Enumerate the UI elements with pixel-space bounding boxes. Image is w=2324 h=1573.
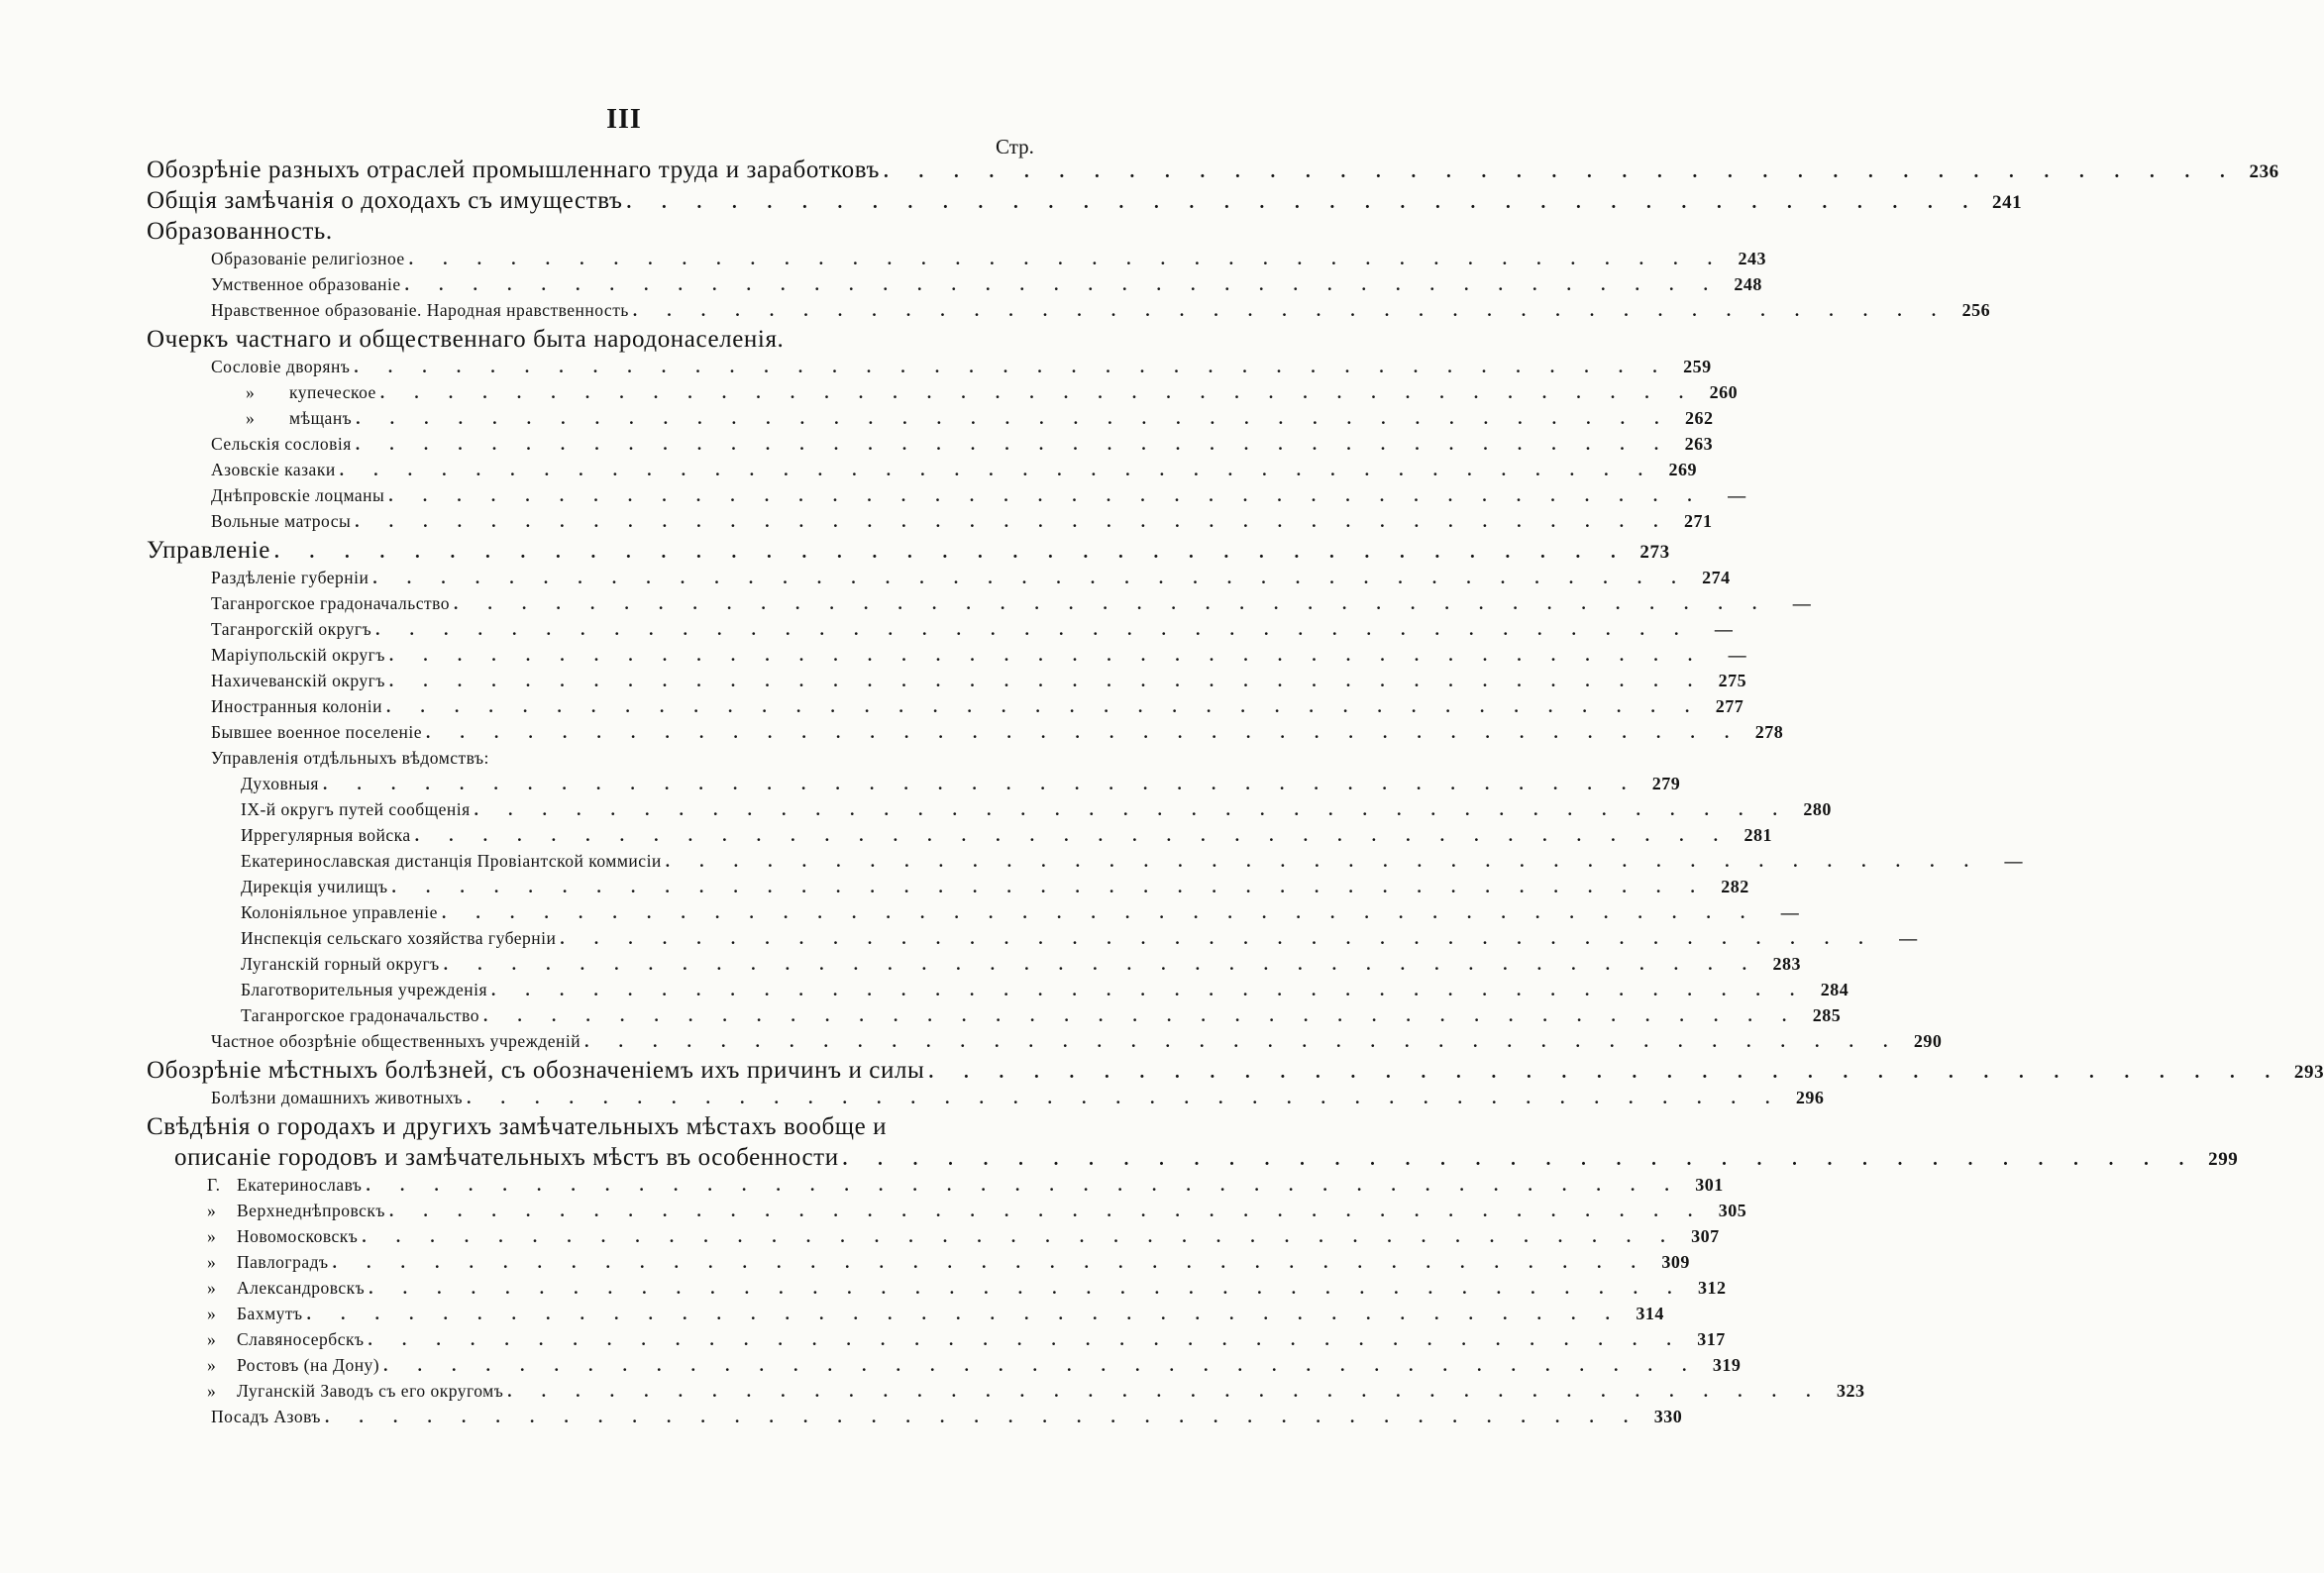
entry-text: Свѣдѣнія о городахъ и другихъ замѣчательныхъ мѣстахъ вообще и xyxy=(147,1113,888,1140)
entry-text: Болѣзни домашнихъ животныхъ xyxy=(211,1088,464,1107)
dot-leader: . . . . . . . . . . . . . . . . . . . . . . . . . . . . . . . . . . . . . . . xyxy=(332,1253,1648,1272)
entry-text: Посадъ Азовъ xyxy=(211,1407,321,1426)
toc-entry xyxy=(0,1381,1865,1407)
entry-text: Луганскій горный округъ xyxy=(241,954,440,974)
toc-entry-title xyxy=(147,537,274,565)
dot-leader: . . . . . . . . . . . . . . . . . . . . . . . . . . . . . . . . . . . . . . . xyxy=(354,358,1670,376)
dot-leader: . . . . . . . . . . . . . . . . . . . . . . . . . . . . . . . . . . . . . . . xyxy=(441,903,1758,922)
entry-text: Бывшее военное поселеніе xyxy=(211,722,422,742)
toc-entry xyxy=(0,1304,1664,1329)
entry-prefix: » xyxy=(207,1252,217,1272)
dot-leader: . . . . . . . . . . . . . . . . . . . . . . . . . . . . . . . . . . . . . . . xyxy=(467,1089,1783,1107)
page-ref: 280 xyxy=(1803,799,1832,819)
toc-entry-title xyxy=(211,1088,467,1108)
toc-entry-title xyxy=(207,1304,307,1324)
toc-entry-title xyxy=(147,218,337,246)
toc-entry-title xyxy=(211,645,389,666)
toc-entry xyxy=(0,1329,1726,1355)
page-ref: 319 xyxy=(1712,1355,1742,1375)
toc-entry-title xyxy=(147,187,627,215)
page-column-label: Стр. xyxy=(996,135,1034,158)
toc-entry-title xyxy=(241,902,442,923)
page-ref: 305 xyxy=(1718,1201,1747,1220)
entry-text: Образованіе религіозное xyxy=(211,249,405,268)
dot-leader: . . . . . . . . . . . . . . . . . . . . . . . . . . . . . . . . . . . . . . . xyxy=(391,878,1708,896)
entry-text: Новомосковскъ xyxy=(237,1226,359,1246)
page-ref: 241 xyxy=(1991,192,2023,213)
dot-leader: . . . . . . . . . . . . . . . . . . . . . . . . . . . . . . . . . . . . . . . xyxy=(356,409,1672,428)
dot-leader: . . . . . . . . . . . . . . . . . . . . . . . . . . . . . . . . . . . . . . . xyxy=(425,723,1743,742)
entry-prefix: » xyxy=(207,1201,217,1220)
entry-text: Общія замѣчанія о доходахъ съ имуществъ xyxy=(147,187,623,214)
toc-entry xyxy=(0,249,1766,274)
toc-entry xyxy=(0,1355,1742,1381)
toc-entry-title xyxy=(207,1329,369,1350)
entry-text: Нахичеванскій округъ xyxy=(211,671,385,690)
dot-leader: . . . . . . . . . . . . . . . . . . . . . . . . . . . . . . . . . . . . . . . xyxy=(368,1330,1684,1349)
page-ref: 290 xyxy=(1913,1031,1943,1051)
page-ref: 274 xyxy=(1702,568,1731,587)
toc-entry-title xyxy=(241,980,491,1000)
toc-entry-title xyxy=(211,671,389,691)
page-ref: 262 xyxy=(1684,408,1714,428)
entry-text: Обозрѣніе разныхъ отраслей промышленнаго труда и заработковъ xyxy=(147,157,881,183)
entry-text: Иррегулярныя войска xyxy=(241,825,411,845)
dot-leader: . . . . . . . . . . . . . . . . . . . . . . . . . . . . . . . . . . . . . . . xyxy=(404,275,1721,294)
dot-leader: . . . . . . . . . . . . . . . . . . . . . . . . . . . . . . . . . . . . . . . xyxy=(369,1279,1685,1298)
dot-leader: . . . . . . . . . . . . . . . . . . . . . . . . . . . . . . . . . . . . . . . xyxy=(584,1032,1901,1051)
toc-entry xyxy=(0,568,1731,593)
entry-text: Образованность. xyxy=(147,218,333,245)
page-ref: — xyxy=(2004,851,2024,871)
dot-leader: . . . . . . . . . . . . . . . . . . . . . . . . . . . . . . . . . . . . . . . xyxy=(842,1149,2197,1170)
page-number: III xyxy=(606,104,642,135)
toc-entry xyxy=(0,748,1152,774)
page-ref: 312 xyxy=(1697,1278,1727,1298)
toc-entry xyxy=(0,851,2024,877)
toc-entry-title xyxy=(211,748,493,769)
dot-leader: . . . . . . . . . . . . . . . . . . . . . . . . . . . . . . . . . . . . . . . xyxy=(491,981,1808,999)
dot-leader: . . . . . . . . . . . . . . . . . . . . . . . . . . . . . . . . . . . . . . . xyxy=(388,672,1706,690)
dot-leader: . . . . . . . . . . . . . . . . . . . . . . . . . . . . . . . . . . . . . . . xyxy=(483,1006,1800,1025)
entry-prefix: » xyxy=(207,1355,217,1375)
toc-entry-title xyxy=(211,300,633,321)
entry-text: купеческое xyxy=(289,382,376,402)
ditto-mark: » xyxy=(246,382,256,402)
entry-text: Бахмутъ xyxy=(237,1304,303,1323)
dot-leader: . . . . . . . . . . . . . . . . . . . . . . . . . . . . . . . . . . . . . . . xyxy=(928,1062,2283,1083)
dot-leader: . . . . . . . . . . . . . . . . . . . . . . . . . . . . . . . . . . . . . . . xyxy=(443,955,1759,974)
entry-text: Частное обозрѣніе общественныхъ учрежденій xyxy=(211,1031,581,1051)
dot-leader: . . . . . . . . . . . . . . . . . . . . . . . . . . . . . . . . . . . . . . . xyxy=(414,826,1731,845)
entry-text: Управленія отдѣльныхъ вѣдомствъ: xyxy=(211,748,489,768)
toc-entry xyxy=(0,619,1734,645)
toc-entry xyxy=(0,1175,1724,1201)
toc-entry-title xyxy=(147,157,884,184)
entry-prefix: » xyxy=(207,1304,217,1323)
page-ref: 236 xyxy=(2249,161,2279,182)
entry-text: Екатеринославская дистанція Провіантской коммисіи xyxy=(241,851,662,871)
entry-prefix: » xyxy=(207,1381,217,1401)
dot-leader: . . . . . . . . . . . . . . . . . . . . . . . . . . . . . . . . . . . . . . . xyxy=(665,852,1982,871)
toc-entry xyxy=(0,1252,1690,1278)
entry-text: Очеркъ частнаго и общественнаго быта народонаселенія. xyxy=(147,326,785,353)
toc-entry xyxy=(0,218,1152,249)
dot-leader: . . . . . . . . . . . . . . . . . . . . . . . . . . . . . . . . . . . . . . . xyxy=(355,512,1671,531)
toc-entry-title xyxy=(211,696,386,717)
toc-entry xyxy=(0,1113,1152,1144)
page-ref: 281 xyxy=(1743,825,1772,845)
toc-entry-title xyxy=(211,1407,325,1427)
entry-text: Иностранныя колоніи xyxy=(211,696,382,716)
dot-leader: . . . . . . . . . . . . . . . . . . . . . . . . . . . . . . . . . . . . . . . xyxy=(626,192,1981,213)
toc-entry-title xyxy=(207,1381,507,1402)
toc-entry-title xyxy=(211,460,340,480)
entry-text: Колоніяльное управленіе xyxy=(241,902,438,922)
page-ref: 299 xyxy=(2208,1149,2239,1170)
dot-leader: . . . . . . . . . . . . . . . . . . . . . . . . . . . . . . . . . . . . . . . xyxy=(884,161,2238,182)
toc-entry xyxy=(0,902,1800,928)
toc-entry xyxy=(0,300,1991,326)
toc-entry xyxy=(0,645,1747,671)
toc-entry-title xyxy=(211,249,409,269)
dot-leader: . . . . . . . . . . . . . . . . . . . . . . . . . . . . . . . . . . . . . . . xyxy=(632,301,1950,320)
dot-leader: . . . . . . . . . . . . . . . . . . . . . . . . . . . . . . . . . . . . . . . xyxy=(388,486,1705,505)
entry-text: Умственное образованіе xyxy=(211,274,401,294)
entry-text: Днѣпровскіе лоцманы xyxy=(211,485,385,505)
toc-entry-title xyxy=(207,1252,333,1273)
dot-leader: . . . . . . . . . . . . . . . . . . . . . . . . . . . . . . . . . . . . . . . xyxy=(375,620,1692,639)
entry-text: мѣщанъ xyxy=(289,408,353,428)
page-ref: 314 xyxy=(1636,1304,1664,1323)
entry-text: Азовскіе казаки xyxy=(211,460,336,479)
page-ref: 283 xyxy=(1772,954,1801,974)
entry-text: Славяносербскъ xyxy=(237,1329,365,1349)
entry-text: описаніе городовъ и замѣчательныхъ мѣстъ въ особенности xyxy=(174,1144,839,1171)
entry-text: Луганскій Заводъ съ его округомъ xyxy=(237,1381,504,1401)
toc-entry-title xyxy=(207,1201,389,1221)
toc-entry xyxy=(0,1201,1747,1226)
entry-text: Таганрогское градоначальство xyxy=(241,1005,480,1025)
toc-entry xyxy=(0,722,1784,748)
page-ref: 282 xyxy=(1721,877,1749,896)
toc-entry-title xyxy=(241,799,475,820)
entry-prefix: » xyxy=(207,1278,217,1298)
page-ref: 248 xyxy=(1734,274,1762,294)
dot-leader: . . . . . . . . . . . . . . . . . . . . . . . . . . . . . . . . . . . . . . . xyxy=(388,1202,1706,1220)
dot-leader: . . . . . . . . . . . . . . . . . . . . . . . . . . . . . . . . . . . . . . . xyxy=(474,800,1790,819)
toc-entry xyxy=(0,1226,1720,1252)
entry-text: Раздѣленіе губерніи xyxy=(211,568,370,587)
page-ref: 243 xyxy=(1738,249,1766,268)
entry-text: Верхнеднѣпровскъ xyxy=(237,1201,385,1220)
toc-entry-title xyxy=(147,326,788,354)
dot-leader: . . . . . . . . . . . . . . . . . . . . . . . . . . . . . . . . . . . . . . . xyxy=(388,646,1706,665)
toc-entry-title xyxy=(241,954,444,975)
dot-leader: . . . . . . . . . . . . . . . . . . . . . . . . . . . . . . . . . . . . . . . xyxy=(379,383,1697,402)
page-ref: 277 xyxy=(1715,696,1744,716)
toc-entry-title xyxy=(211,408,356,429)
toc-entry xyxy=(0,511,1713,537)
page-ref: — xyxy=(1728,645,1747,665)
entry-text: Дирекція училищъ xyxy=(241,877,388,896)
page-ref: 293 xyxy=(2293,1062,2324,1083)
toc-entry xyxy=(0,1005,1842,1031)
entry-text: Павлоградъ xyxy=(237,1252,329,1272)
table-of-contents xyxy=(0,157,2324,1432)
entry-prefix: » xyxy=(207,1226,217,1246)
toc-entry xyxy=(0,671,1747,696)
entry-text: Екатеринославъ xyxy=(237,1175,363,1195)
toc-entry-title xyxy=(147,1113,891,1141)
toc-entry-title xyxy=(211,619,375,640)
toc-entry-title xyxy=(241,928,560,949)
entry-text: Александровскъ xyxy=(237,1278,366,1298)
toc-entry-title xyxy=(211,511,355,532)
page-ref: 307 xyxy=(1691,1226,1720,1246)
toc-entry-title xyxy=(174,1144,843,1172)
entry-prefix: » xyxy=(207,1329,217,1349)
toc-entry xyxy=(0,825,1772,851)
toc-entry xyxy=(0,157,2279,187)
dot-leader: . . . . . . . . . . . . . . . . . . . . . . . . . . . . . . . . . . . . . . . xyxy=(507,1382,1824,1401)
toc-entry-title xyxy=(211,434,356,455)
entry-prefix: Г. xyxy=(207,1175,221,1195)
entry-text: Сельскія сословія xyxy=(211,434,352,454)
toc-entry-title xyxy=(211,722,426,743)
dot-leader: . . . . . . . . . . . . . . . . . . . . . . . . . . . . . . . . . . . . . . . xyxy=(324,1408,1641,1426)
toc-entry xyxy=(0,537,1670,568)
page-ref: 301 xyxy=(1695,1175,1724,1195)
page-ref: 269 xyxy=(1668,460,1697,479)
toc-entry xyxy=(0,1057,2324,1088)
dot-leader: . . . . . . . . . . . . . . . . . . . . . . . . . . . . . . . . . . . . . . . xyxy=(372,569,1689,587)
toc-entry-title xyxy=(147,1057,928,1085)
page-ref: 296 xyxy=(1795,1088,1825,1107)
entry-text: Управленіе xyxy=(147,537,270,564)
toc-entry xyxy=(0,954,1801,980)
page-ref: 256 xyxy=(1961,300,1991,320)
toc-entry-title xyxy=(207,1226,362,1247)
toc-entry-title xyxy=(241,877,392,897)
toc-entry xyxy=(0,187,2023,218)
page-ref: — xyxy=(1728,485,1746,505)
toc-entry xyxy=(0,326,1152,357)
page-ref: 273 xyxy=(1639,542,1670,563)
toc-entry xyxy=(0,274,1762,300)
page-ref: 323 xyxy=(1837,1381,1865,1401)
dot-leader: . . . . . . . . . . . . . . . . . . . . . . . . . . . . . . . . . . . . . . . xyxy=(355,435,1672,454)
toc-entry xyxy=(0,1144,2239,1175)
toc-entry xyxy=(0,1031,1943,1057)
page-ref: 278 xyxy=(1754,722,1784,742)
toc-entry-title xyxy=(207,1278,369,1299)
entry-text: Нравственное образованіе. Народная нравственность xyxy=(211,300,629,320)
entry-text: Инспекція сельскаго хозяйства губерніи xyxy=(241,928,557,948)
dot-leader: . . . . . . . . . . . . . . . . . . . . . . . . . . . . . . . . . . . . . . . xyxy=(408,250,1725,268)
toc-entry-title xyxy=(211,274,405,295)
toc-entry-title xyxy=(241,851,666,872)
dot-leader: . . . . . . . . . . . . . . . . . . . . . . . . . . . . . . . . . . . . . . . xyxy=(339,461,1655,479)
page-ref: 260 xyxy=(1709,382,1739,402)
toc-entry xyxy=(0,408,1714,434)
page-ref: 275 xyxy=(1718,671,1747,690)
toc-entry xyxy=(0,593,1812,619)
dot-leader: . . . . . . . . . . . . . . . . . . . . . . . . . . . . . . . . . . . . . . . xyxy=(560,929,1876,948)
dot-leader: . . . . . . . . . . . . . . . . . . . . . . . . . . . . . . . . . . . . . . . xyxy=(322,775,1639,793)
toc-entry-title xyxy=(211,485,388,506)
toc-entry xyxy=(0,1088,1825,1113)
page-ref: 309 xyxy=(1661,1252,1690,1272)
entry-text: Таганрогское градоначальство xyxy=(211,593,451,613)
entry-text: Обозрѣніе мѣстныхъ болѣзней, съ обозначеніемъ ихъ причинъ и силы xyxy=(147,1057,925,1084)
page-ref: 285 xyxy=(1812,1005,1842,1025)
dot-leader: . . . . . . . . . . . . . . . . . . . . . . . . . . . . . . . . . . . . . . . xyxy=(454,594,1770,613)
page-ref: 259 xyxy=(1683,357,1712,376)
toc-entry xyxy=(0,357,1712,382)
page-ref: — xyxy=(1899,928,1918,948)
dot-leader: . . . . . . . . . . . . . . . . . . . . . . . . . . . . . . . . . . . . . . . xyxy=(273,542,1629,563)
toc-entry-title xyxy=(241,774,323,794)
page-ref: — xyxy=(1780,902,1800,922)
toc-entry xyxy=(0,799,1832,825)
page-ref: 284 xyxy=(1820,980,1849,999)
entry-text: Ростовъ (на Дону) xyxy=(237,1355,380,1375)
dot-leader: . . . . . . . . . . . . . . . . . . . . . . . . . . . . . . . . . . . . . . . xyxy=(306,1305,1623,1323)
dot-leader: . . . . . . . . . . . . . . . . . . . . . . . . . . . . . . . . . . . . . . . xyxy=(362,1227,1678,1246)
toc-entry-title xyxy=(211,382,380,403)
entry-text: IX-й округъ путей сообщенія xyxy=(241,799,471,819)
page-ref: — xyxy=(1792,593,1812,613)
entry-text: Маріупольскій округъ xyxy=(211,645,385,665)
toc-entry-title xyxy=(207,1175,366,1196)
ditto-mark: » xyxy=(246,408,256,428)
toc-entry xyxy=(0,434,1714,460)
toc-entry xyxy=(0,382,1739,408)
page-ref: 263 xyxy=(1684,434,1714,454)
toc-entry xyxy=(0,1278,1727,1304)
entry-text: Сословіе дворянъ xyxy=(211,357,351,376)
entry-text: Таганрогскій округъ xyxy=(211,619,372,639)
toc-entry-title xyxy=(211,1031,584,1052)
dot-leader: . . . . . . . . . . . . . . . . . . . . . . . . . . . . . . . . . . . . . . . xyxy=(385,697,1703,716)
toc-entry-title xyxy=(211,593,454,614)
entry-text: Благотворительныя учрежденія xyxy=(241,980,488,999)
page-ref: — xyxy=(1714,619,1734,639)
toc-entry xyxy=(0,485,1746,511)
toc-entry-title xyxy=(211,357,354,377)
toc-entry xyxy=(0,460,1697,485)
entry-text: Духовныя xyxy=(241,774,319,793)
toc-entry xyxy=(0,980,1849,1005)
page-ref: 279 xyxy=(1651,774,1681,793)
toc-entry xyxy=(0,696,1744,722)
toc-entry xyxy=(0,1407,1683,1432)
toc-entry xyxy=(0,928,1918,954)
toc-entry-title xyxy=(241,825,415,846)
toc-entry xyxy=(0,774,1681,799)
page-ref: 317 xyxy=(1697,1329,1726,1349)
page-ref: 271 xyxy=(1684,511,1713,531)
toc-entry-title xyxy=(241,1005,483,1026)
toc-entry-title xyxy=(207,1355,383,1376)
dot-leader: . . . . . . . . . . . . . . . . . . . . . . . . . . . . . . . . . . . . . . . xyxy=(383,1356,1700,1375)
entry-text: Вольные матросы xyxy=(211,511,352,531)
toc-entry-title xyxy=(211,568,372,588)
dot-leader: . . . . . . . . . . . . . . . . . . . . . . . . . . . . . . . . . . . . . . . xyxy=(366,1176,1682,1195)
page-ref: 330 xyxy=(1653,1407,1683,1426)
toc-entry xyxy=(0,877,1749,902)
